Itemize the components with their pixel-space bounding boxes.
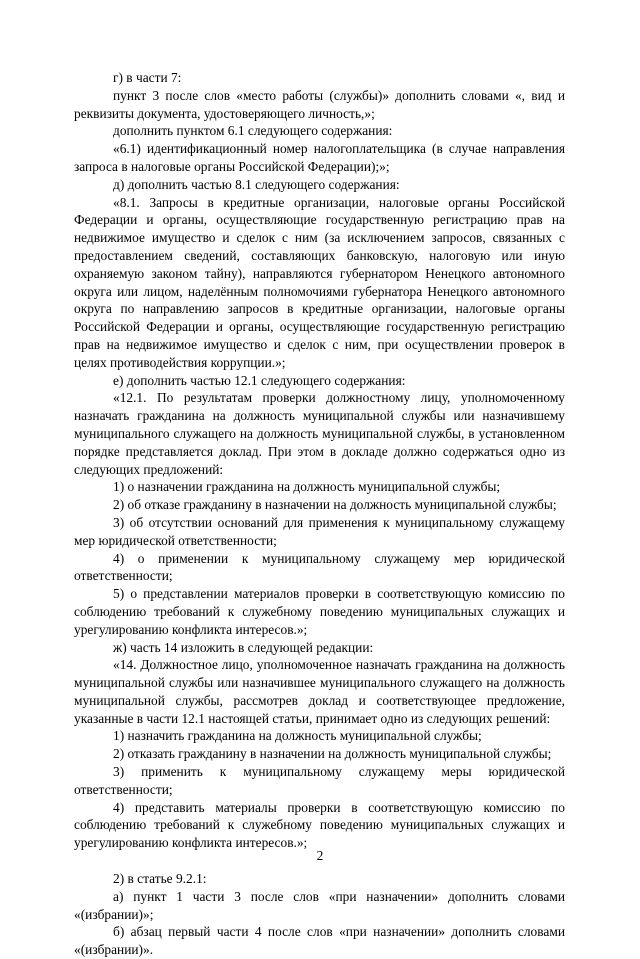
page-number: 2 (316, 848, 324, 863)
paragraph: 4) представить материалы проверки в соответствующую комиссию по соблюдению требований к служебному поведению муниципальных служащих и урегулированию конфликта интересов.»; (74, 799, 565, 851)
paragraph: 1) о назначении гражданина на должность муниципальной службы; (113, 479, 501, 495)
paragraph: д) дополнить частью 8.1 следующего содержания: (113, 176, 400, 192)
paragraph: 3) применить к муниципальному служащему меры юридической ответственности; (74, 764, 565, 797)
paragraph: «6.1) идентификационный номер налогоплательщика (в случае направления запроса в налоговые органы Российской Федерации);»; (74, 141, 565, 174)
paragraph: «14. Должностное лицо, уполномоченное назначать гражданина на должность муниципальной службы или назначившее муниципального служащего на должность муниципальной службы, рассмотрев доклад и соответствующее предложение, указанные в части 12.1 настоящей статьи, принимает одно из следующих решений: (74, 657, 565, 726)
paragraph: 4) о применении к муниципальному служащему мер юридической ответственности; (74, 550, 565, 584)
paragraph: е) дополнить частью 12.1 следующего содержания: (113, 372, 406, 388)
paragraph: 2) об отказе гражданину в назначении на должность муниципальной службы; (113, 497, 557, 513)
paragraph: 3) об отсутствии оснований для применения к муниципальному служащему мер юридической ответственности; (74, 514, 565, 548)
paragraph: «12.1. По результатам проверки должностному лицу, уполномоченному назначать гражданина на должность муниципальной службы или назначившему муниципального служащего на должность муниципальной службы, в установленном порядке представляется доклад. При этом в докладе должно содержаться одно из следующих предложений: (74, 390, 565, 477)
paragraph: 2) в статье 9.2.1: (113, 871, 207, 887)
paragraph: 1) назначить гражданина на должность муниципальной службы; (113, 728, 482, 744)
paragraph: ж) часть 14 изложить в следующей редакции: (113, 639, 374, 655)
paragraph: пункт 3 после слов «место работы (службы)» дополнить словами «, вид и реквизиты документа, удостоверяющего личность,»; (74, 87, 565, 121)
paragraph: 5) о представлении материалов проверки в соответствующую комиссию по соблюдению требований к служебному поведению муниципальных служащих и урегулированию конфликта интересов.»; (74, 586, 565, 637)
paragraph: г) в части 7: (113, 70, 182, 85)
document-body (74, 69, 565, 959)
paragraph: б) абзац первый части 4 после слов «при назначении» дополнить словами «(избрании)». (74, 924, 565, 958)
paragraph: «8.1. Запросы в кредитные организации, налоговые органы Российской Федерации и органы, осуществляющие государственную регистрацию прав на недвижимое имущество и сделок с ним (за исключением запросов, связанных с предоставлением сведений, составляющих банковскую, налоговую или иную охраняемую законом тайну), направляются губернатором Ненецкого автономного округа или лицом, наделённым полномочиями губернатора Ненецкого автономного округа по направлению запросов в кредитные организации, налоговые органы Российской Федерации и органы, осуществляющие государственную регистрацию прав на недвижимое имущество и сделок с ним, при осуществлении проверок в целях противодействия коррупции.»; (74, 194, 565, 370)
paragraph: 2) отказать гражданину в назначении на должность муниципальной службы; (113, 746, 552, 762)
paragraph: дополнить пунктом 6.1 следующего содержания: (113, 123, 393, 139)
paragraph: а) пункт 1 части 3 после слов «при назначении» дополнить словами «(избрании)»; (74, 888, 565, 922)
